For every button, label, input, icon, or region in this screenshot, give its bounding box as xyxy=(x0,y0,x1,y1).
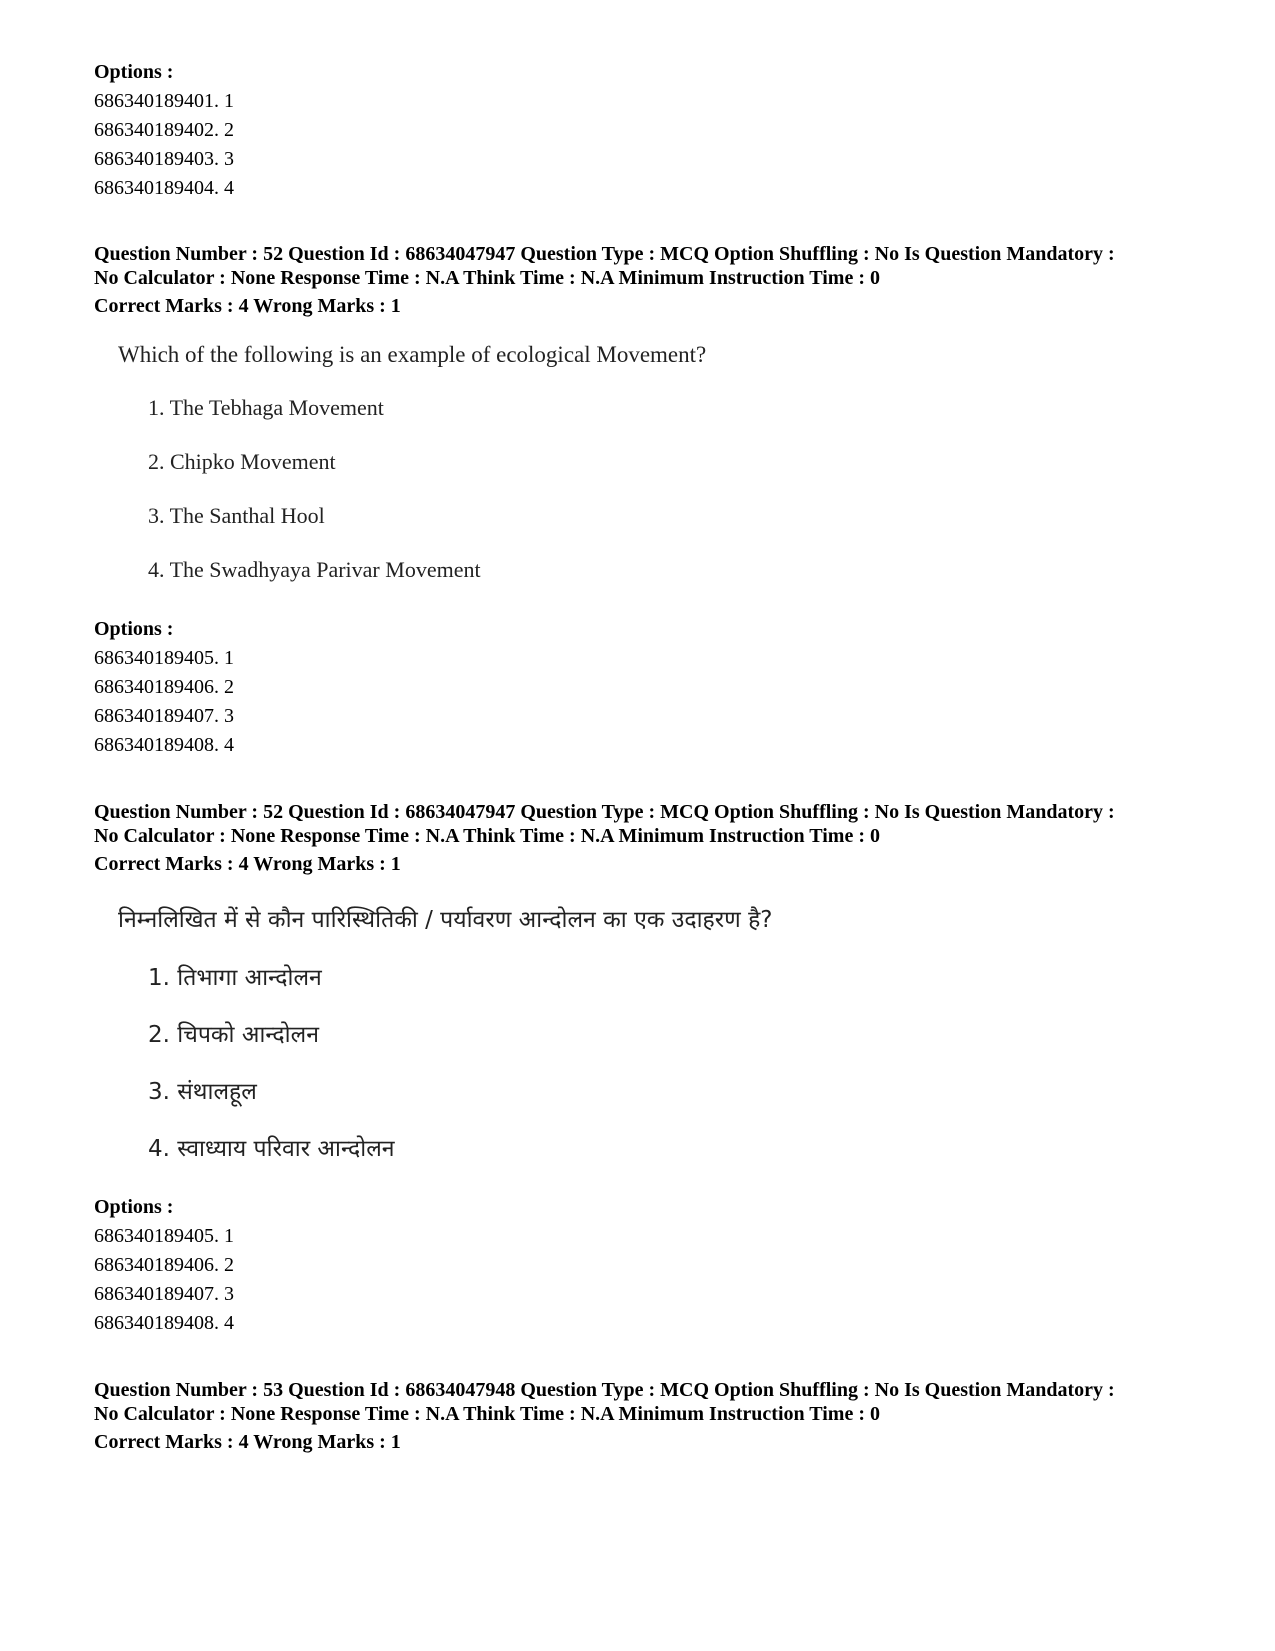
choice-2: 2. चिपको आन्दोलन xyxy=(148,1022,319,1048)
choice-4: 4. The Swadhyaya Parivar Movement xyxy=(148,557,481,582)
options-label: Options : xyxy=(94,61,174,83)
option-id: 686340189405. 1 xyxy=(94,647,234,669)
options-label: Options : xyxy=(94,618,174,640)
options-block-q52-hi xyxy=(94,1193,234,1338)
question-marks: Correct Marks : 4 Wrong Marks : 1 xyxy=(94,853,401,875)
option-id: 686340189404. 4 xyxy=(94,177,234,199)
choice-3: 3. संथालहूल xyxy=(148,1079,257,1105)
options-block-q51 xyxy=(94,58,234,203)
question-meta-line1: Question Number : 53 Question Id : 68634047948 Question Type : MCQ Option Shuffling : No Is Question Mandatory : xyxy=(94,1379,1115,1401)
question-meta xyxy=(94,242,1214,290)
option-id: 686340189406. 2 xyxy=(94,1254,234,1276)
question-text: निम्नलिखित में से कौन पारिस्थितिकी / पर्यावरण आन्दोलन का एक उदाहरण है? xyxy=(118,907,773,933)
question-meta-line2: No Calculator : None Response Time : N.A Think Time : N.A Minimum Instruction Time : 0 xyxy=(94,267,880,289)
option-id: 686340189408. 4 xyxy=(94,734,234,756)
choice-1: 1. The Tebhaga Movement xyxy=(148,395,384,420)
option-id: 686340189402. 2 xyxy=(94,119,234,141)
question-meta-line1: Question Number : 52 Question Id : 68634047947 Question Type : MCQ Option Shuffling : No Is Question Mandatory : xyxy=(94,243,1115,265)
option-id: 686340189407. 3 xyxy=(94,705,234,727)
choice-3: 3. The Santhal Hool xyxy=(148,503,325,528)
question-meta-line2: No Calculator : None Response Time : N.A Think Time : N.A Minimum Instruction Time : 0 xyxy=(94,1403,880,1425)
option-id: 686340189401. 1 xyxy=(94,90,234,112)
choice-2: 2. Chipko Movement xyxy=(148,449,336,474)
choice-4: 4. स्वाध्याय परिवार आन्दोलन xyxy=(148,1136,395,1162)
question-meta-line2: No Calculator : None Response Time : N.A Think Time : N.A Minimum Instruction Time : 0 xyxy=(94,825,880,847)
option-id: 686340189405. 1 xyxy=(94,1225,234,1247)
choice-1: 1. तिभागा आन्दोलन xyxy=(148,965,322,991)
question-meta xyxy=(94,800,1214,848)
question-marks: Correct Marks : 4 Wrong Marks : 1 xyxy=(94,1431,401,1453)
option-id: 686340189407. 3 xyxy=(94,1283,234,1305)
question-meta-line1: Question Number : 52 Question Id : 68634047947 Question Type : MCQ Option Shuffling : No Is Question Mandatory : xyxy=(94,801,1115,823)
option-id: 686340189406. 2 xyxy=(94,676,234,698)
question-text: Which of the following is an example of ecological Movement? xyxy=(118,342,707,367)
options-label: Options : xyxy=(94,1196,174,1218)
options-block-q52-en xyxy=(94,615,234,760)
option-id: 686340189403. 3 xyxy=(94,148,234,170)
question-marks: Correct Marks : 4 Wrong Marks : 1 xyxy=(94,295,401,317)
question-meta xyxy=(94,1378,1214,1426)
option-id: 686340189408. 4 xyxy=(94,1312,234,1334)
